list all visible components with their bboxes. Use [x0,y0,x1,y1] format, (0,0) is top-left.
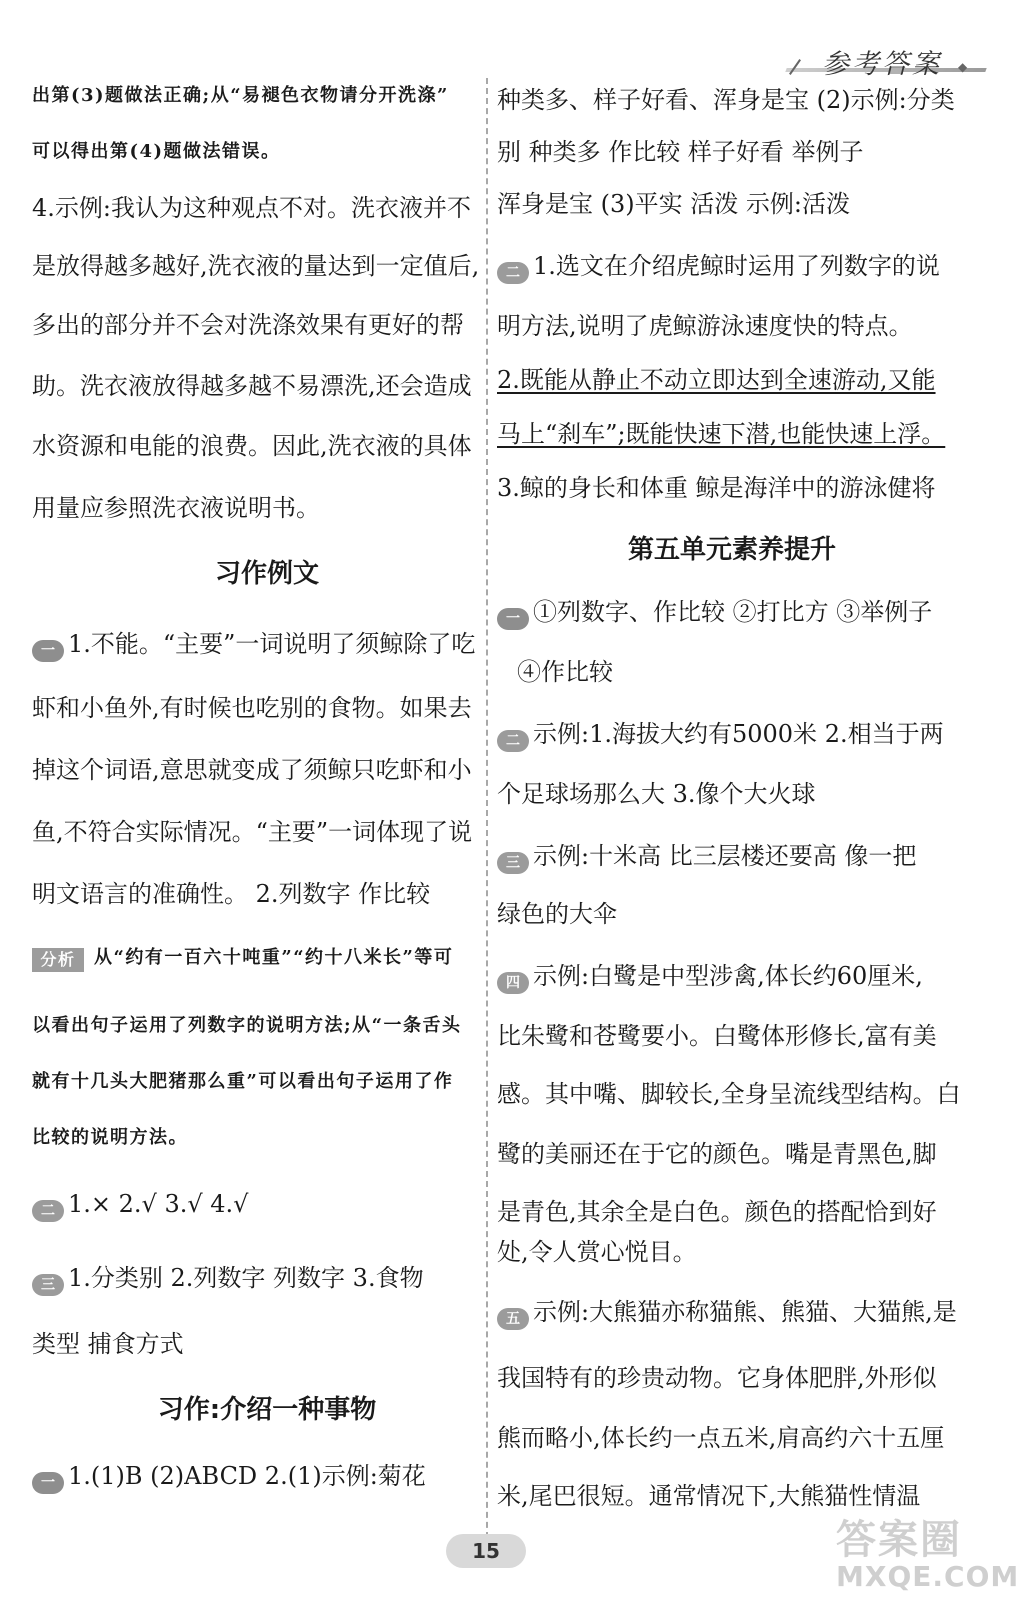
column-divider [486,78,488,1558]
answer-line [497,962,923,994]
section-number-badge: 一 [32,640,64,662]
text-line: 米,尾巴很短。通常情况下,大熊猫性情温 [497,1482,921,1510]
text-line: 1.不能。“主要”一词说明了须鲸除了吃 [68,630,476,658]
text-line: 是放得越多越好,洗衣液的量达到一定值后, [32,252,480,280]
text-line: 2.既能从静止不动立即达到全速游动,又能 [497,366,936,394]
answer-line [32,1462,426,1494]
answer-line [497,842,916,874]
section-heading: 习作:介绍一种事物 [157,1395,377,1425]
text-line: 明方法,说明了虎鲸游泳速度快的特点。 [497,312,913,340]
text-line: 出第(3)题做法正确;从“易褪色衣物请分开洗涤” [32,85,449,106]
section-number-badge: 三 [497,852,529,874]
text-line: 虾和小鱼外,有时候也吃别的食物。如果去 [32,694,472,722]
text-line: 浑身是宝 (3)平实 活泼 示例:活泼 [497,190,850,218]
section-heading: 第五单元素养提升 [627,535,836,565]
text-line: 类型 捕食方式 [32,1330,184,1358]
section-number-badge: 二 [497,730,529,752]
text-line: 助。洗衣液放得越多越不易漂洗,还会造成 [32,372,472,400]
header-dot-mark: ◆ [958,60,968,74]
text-line: 个足球场那么大 3.像个大火球 [497,780,816,808]
watermark-url: MXQE.COM [836,1560,1020,1593]
text-line: 从“约有一百六十吨重”“约十八米长”等可 [94,947,454,968]
text-line: 处,令人赏心悦目。 [497,1238,697,1266]
answer-line [32,1190,248,1222]
text-line: 就有十几头大肥猪那么重”可以看出句子运用了作 [32,1071,454,1092]
page-header-title: 参考答案 [822,49,942,80]
analysis-line [32,944,453,972]
section-number-badge: 五 [497,1308,529,1330]
answer-line [497,252,940,284]
text-line: 掉这个词语,意思就变成了须鲸只吃虾和小 [32,756,472,784]
text-line: 是青色,其余全是白色。颜色的搭配恰到好 [497,1198,937,1226]
text-line: 示例:十米高 比三层楼还要高 像一把 [533,842,917,870]
text-line: 感。其中嘴、脚较长,全身呈流线型结构。白 [497,1080,961,1108]
text-line: ①列数字、作比较 ②打比方 ③举例子 [533,598,933,626]
answer-line [32,1264,424,1296]
text-line: 3.鲸的身长和体重 鲸是海洋中的游泳健将 [497,474,936,502]
analysis-badge: 分析 [32,948,84,972]
text-line: 鹭的美丽还在于它的颜色。嘴是青黑色,脚 [497,1140,937,1168]
answer-line [32,630,475,662]
text-line: 比朱鹭和苍鹭要小。白鹭体形修长,富有美 [497,1022,937,1050]
answer-line [497,598,932,630]
answer-line [497,1298,957,1330]
section-number-badge: 一 [32,1472,64,1494]
text-line: 别 种类多 作比较 样子好看 举例子 [497,138,864,166]
text-line: 熊而略小,体长约一点五米,肩高约六十五厘 [497,1424,945,1452]
text-line: ④作比较 [517,658,613,686]
text-line: 明文语言的准确性。 2.列数字 作比较 [32,880,431,908]
text-line: 水资源和电能的浪费。因此,洗衣液的具体 [32,432,472,460]
header-slash-mark [789,59,801,75]
text-line: 4.示例:我认为这种观点不对。洗衣液并不 [32,194,471,222]
section-number-badge: 二 [32,1200,64,1222]
text-line: 1.选文在介绍虎鲸时运用了列数字的说 [533,252,940,280]
text-line: 马上“刹车”;既能快速下潜,也能快速上浮。 [497,420,946,448]
text-line: 种类多、样子好看、浑身是宝 (2)示例:分类 [497,86,955,114]
section-number-badge: 一 [497,608,529,630]
text-line: 1.× 2.√ 3.√ 4.√ [68,1190,249,1218]
text-line: 1.(1)B (2)ABCD 2.(1)示例:菊花 [68,1462,426,1490]
text-line: 示例:1.海拔大约有5000米 2.相当于两 [533,720,944,748]
text-line: 示例:大熊猫亦称猫熊、熊猫、大猫熊,是 [533,1298,957,1326]
page-number: 15 [446,1534,526,1568]
text-line: 示例:白鹭是中型涉禽,体长约60厘米, [533,962,923,990]
text-line: 我国特有的珍贵动物。它身体肥胖,外形似 [497,1364,937,1392]
answer-line [497,720,944,752]
underlined-line [497,420,945,448]
section-number-badge: 三 [32,1274,64,1296]
text-line: 鱼,不符合实际情况。“主要”一词体现了说 [32,818,473,846]
section-heading: 习作例文 [214,559,319,589]
text-line: 1.分类别 2.列数字 列数字 3.食物 [68,1264,424,1292]
text-line: 以看出句子运用了列数字的说明方法;从“一条舌头 [32,1015,462,1036]
watermark [816,1508,1020,1593]
section-number-badge: 四 [497,972,529,994]
underlined-line [497,366,936,394]
text-line: 多出的部分并不会对洗涤效果有更好的帮 [32,311,464,339]
section-number-badge: 二 [497,262,529,284]
text-line: 比较的说明方法。 [32,1127,188,1148]
watermark-logo: 答案圈 [836,1517,962,1563]
text-line: 用量应参照洗衣液说明书。 [32,494,320,522]
text-line: 绿色的大伞 [497,900,617,928]
text-line: 可以得出第(4)题做法错误。 [32,141,281,162]
